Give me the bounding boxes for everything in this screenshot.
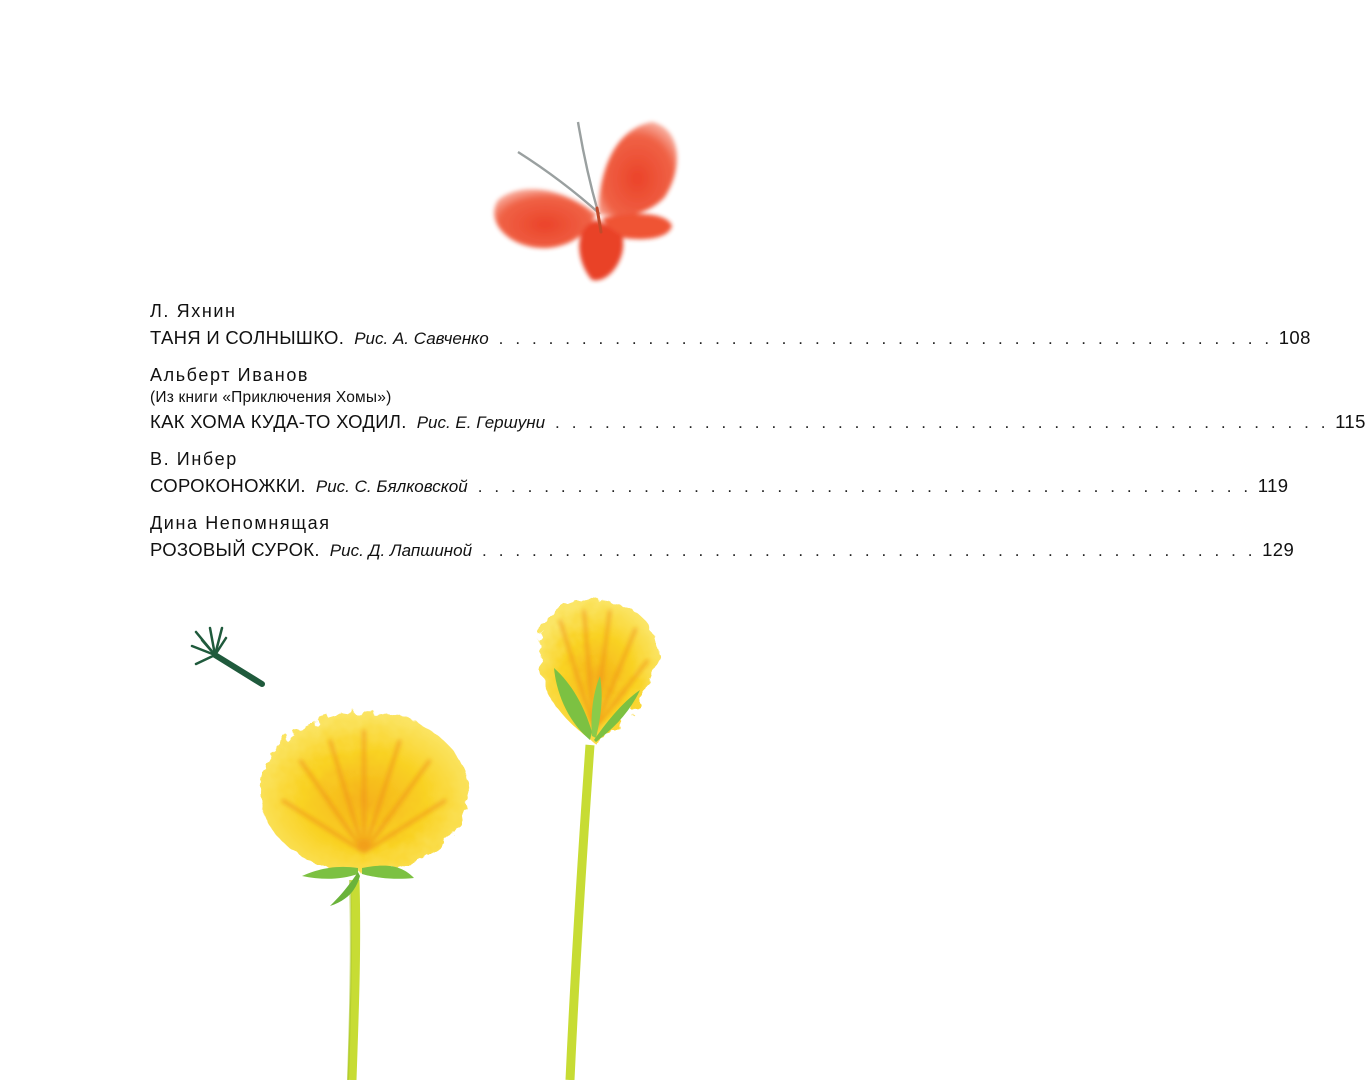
toc-entry (150, 510, 1295, 565)
table-of-contents (150, 298, 1366, 574)
author-name: Дина Непомнящая (150, 513, 331, 533)
toc-line (150, 324, 1311, 353)
author-name: Л. Яхнин (150, 301, 237, 321)
story-title: КАК ХОМА КУДА-ТО ХОДИЛ. (150, 411, 407, 432)
author-name: В. Инбер (150, 449, 238, 469)
toc-line (150, 472, 1289, 501)
story-title: СОРОКОНОЖКИ. (150, 475, 306, 496)
butterfly-illustration (494, 122, 677, 280)
dandelion-seed-illustration (192, 628, 262, 684)
left-dandelion-illustration (260, 712, 468, 1080)
author-name: Альберт Иванов (150, 365, 310, 385)
story-title: РОЗОВЫЙ СУРОК. (150, 539, 320, 560)
page-number: 119 (1257, 475, 1289, 496)
dot-leader: . . . . . . . . . . . . . . . . . . . . . . . . . . . . . . . . . . . . . . . . . . . . . . . (477, 477, 1252, 496)
right-dandelion-illustration (540, 599, 658, 1080)
story-title: ТАНЯ И СОЛНЫШКО. (150, 327, 345, 348)
illustrator-credit: Рис. Д. Лапшиной (329, 541, 473, 560)
toc-entry (150, 446, 1289, 501)
page-number: 108 (1278, 327, 1311, 348)
illustrator-credit: Рис. С. Бялковской (315, 477, 468, 496)
source-note: (Из книги «Приключения Хомы») (150, 389, 392, 406)
dot-leader: . . . . . . . . . . . . . . . . . . . . . . . . . . . . . . . . . . . . . . . . . . . . . . . (482, 541, 1257, 560)
toc-line (150, 408, 1366, 437)
toc-entry (150, 298, 1311, 353)
page-number: 129 (1262, 539, 1295, 560)
toc-entry (150, 362, 1366, 437)
dot-leader: . . . . . . . . . . . . . . . . . . . . . . . . . . . . . . . . . . . . . . . . . . . . . . . (498, 329, 1273, 348)
illustrator-credit: Рис. Е. Гершуни (416, 413, 546, 432)
page-number: 115 (1335, 411, 1366, 432)
illustrator-credit: Рис. А. Савченко (354, 329, 489, 348)
dot-leader: . . . . . . . . . . . . . . . . . . . . . . . . . . . . . . . . . . . . . . . . . . . . . . . (555, 413, 1330, 432)
toc-line (150, 536, 1295, 565)
